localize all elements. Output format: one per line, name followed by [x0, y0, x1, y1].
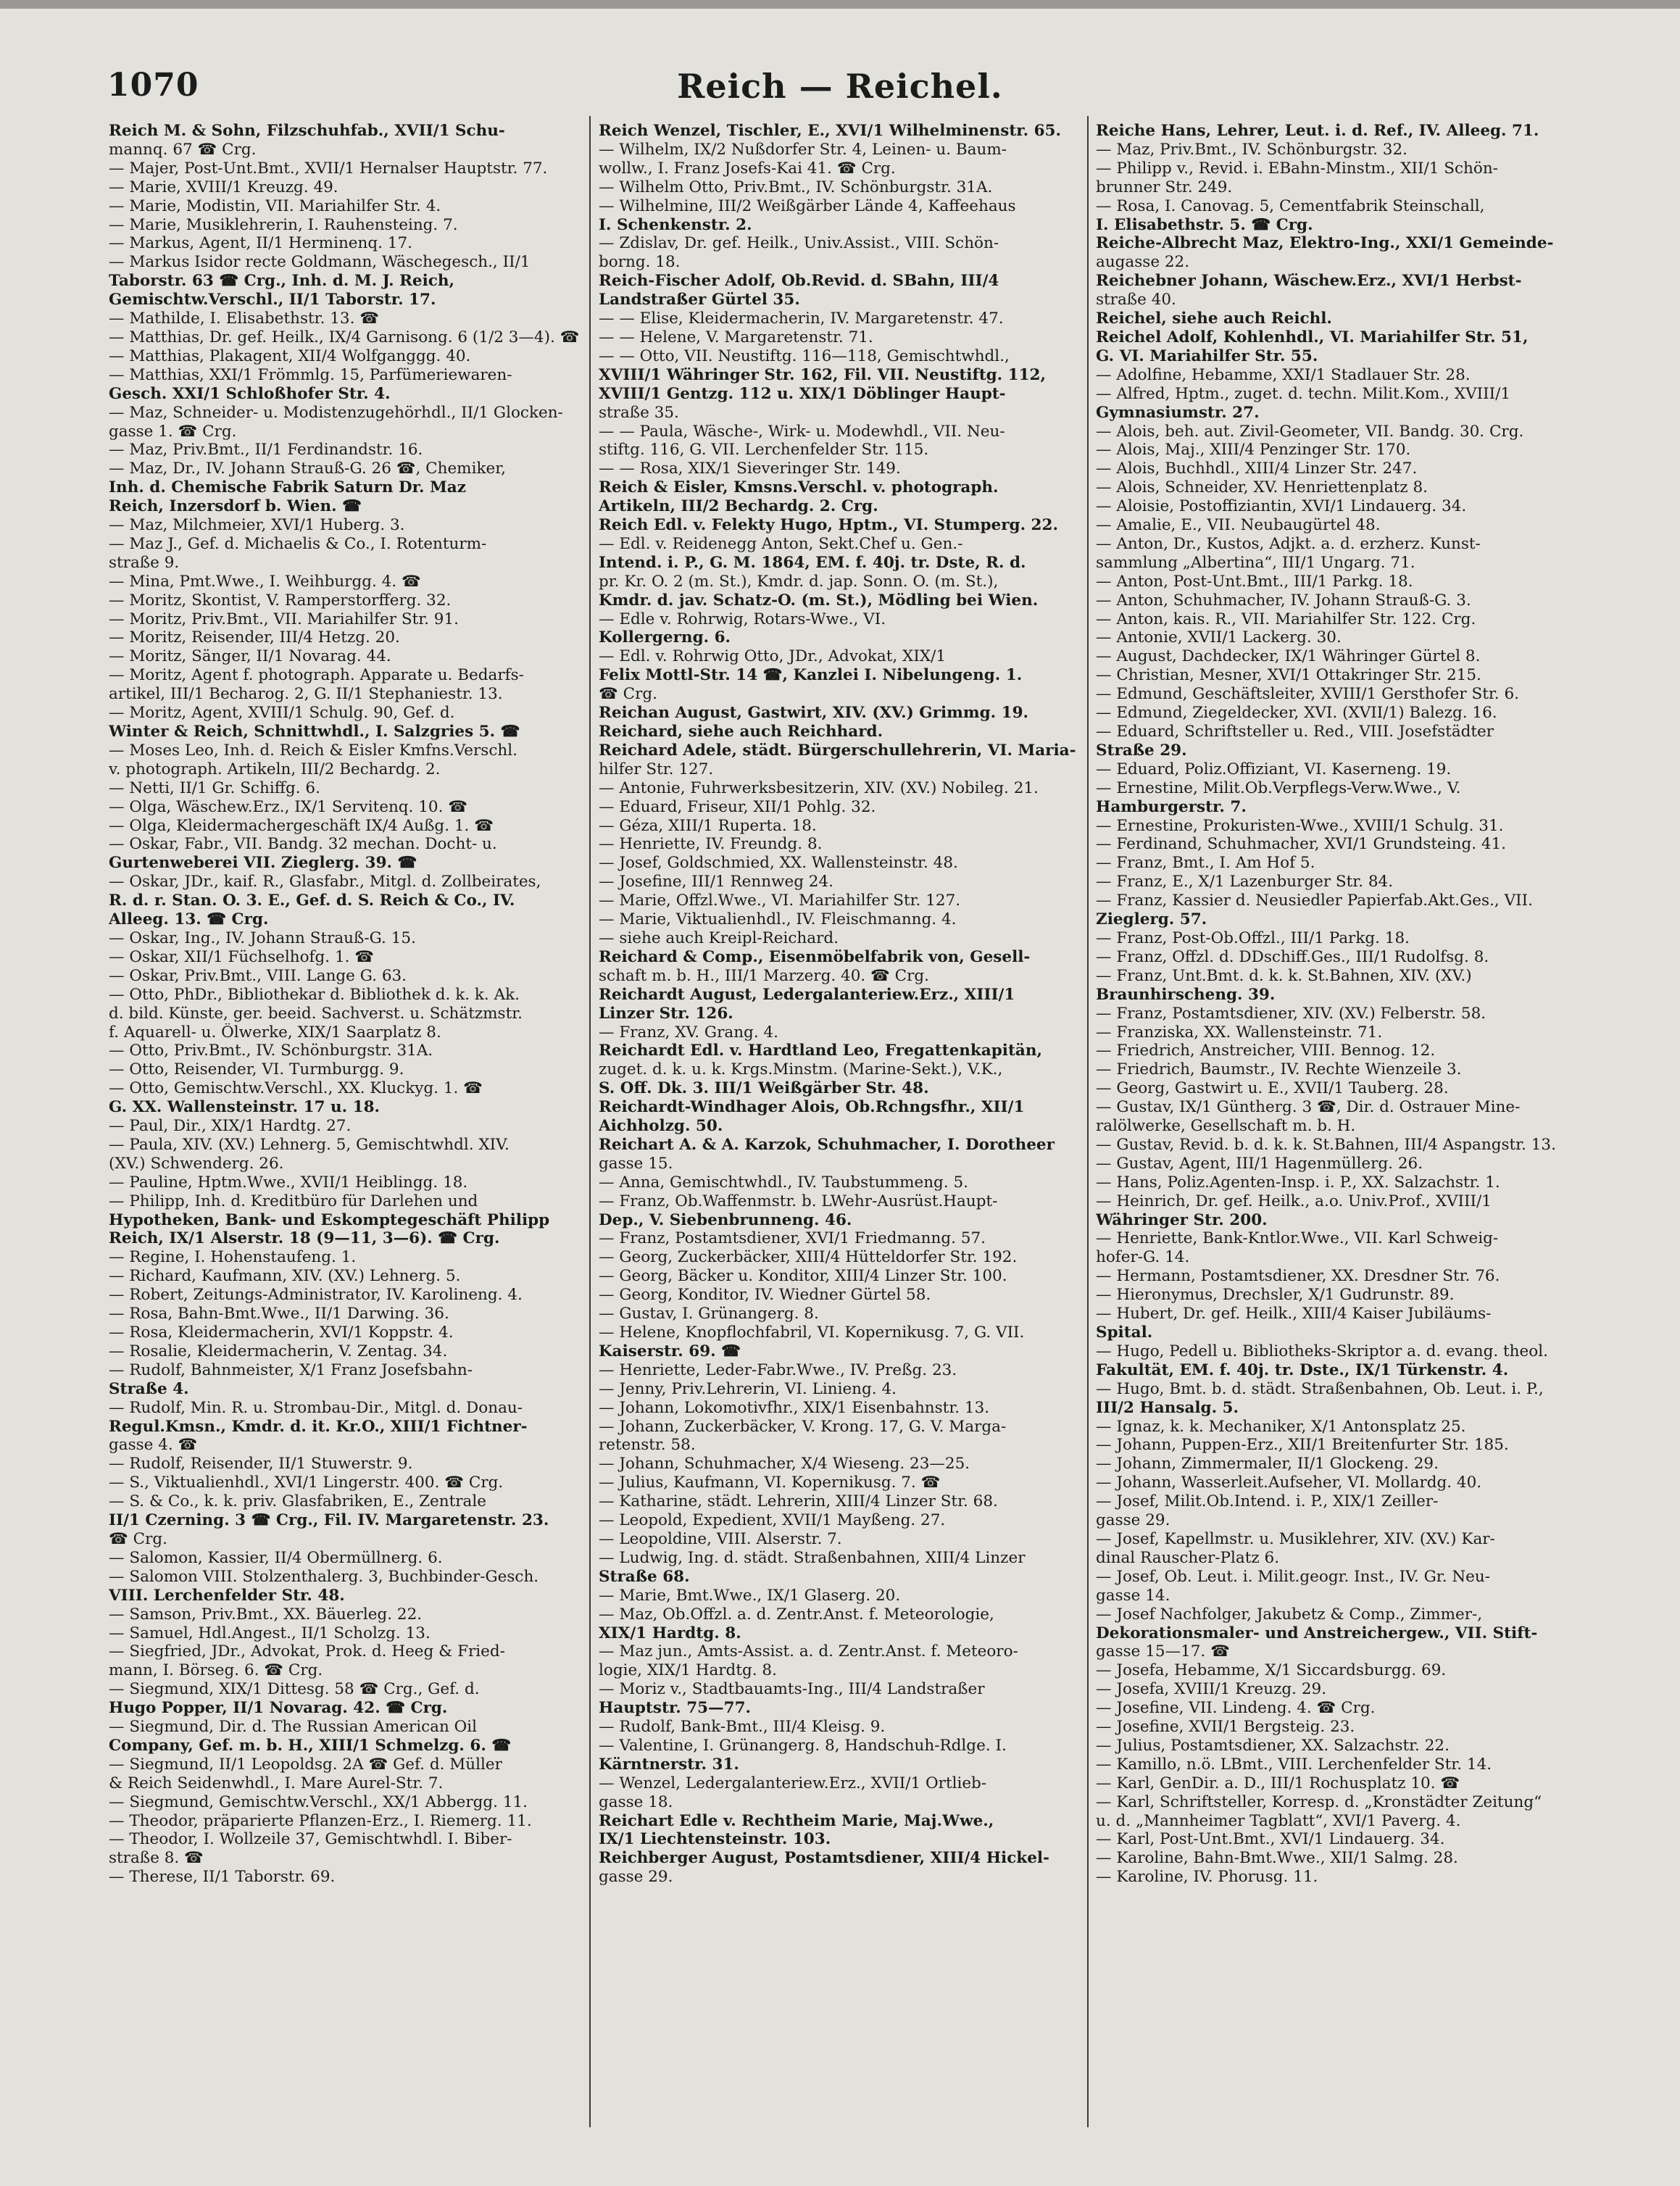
directory-entry-line: — Anton, Post-Unt.Bmt., III/1 Parkg. 18.	[1096, 572, 1413, 591]
directory-entry-line: — Heinrich, Dr. gef. Heilk., a.o. Univ.Prof., XVIII/1	[1096, 1192, 1492, 1210]
directory-entry-line: — Matthias, Dr. gef. Heilk., IX/4 Garnisong. 6 (1/2 3—4). ☎	[109, 328, 580, 346]
directory-entry-line: — Antonie, XVII/1 Lackerg. 30.	[1096, 628, 1342, 647]
directory-entry-line: Reichart Edle v. Rechtheim Marie, Maj.Wwe.,	[599, 1811, 994, 1830]
directory-entry-line: — Géza, XIII/1 Ruperta. 18.	[599, 816, 817, 835]
directory-entry-line: — S., Viktualienhdl., XVI/1 Lingerstr. 400. ☎ Crg.	[109, 1474, 504, 1492]
directory-entry-line: straße 35.	[599, 403, 679, 422]
directory-entry-line: XVIII/1 Währinger Str. 162, Fil. VII. Neustiftg. 112,	[599, 365, 1047, 384]
directory-entry-line: Reich & Eisler, Kmsns.Verschl. v. photograph.	[599, 478, 999, 497]
directory-entry-line: — Therese, II/1 Taborstr. 69.	[109, 1868, 336, 1887]
directory-entry-line: — Helene, Knopflochfabril, VI. Kopernikusg. 7, G. VII.	[599, 1323, 1025, 1342]
directory-entry-line: — Edl. v. Rohrwig Otto, JDr., Advokat, XIX/1	[599, 647, 947, 666]
directory-entry-line: Kaiserstr. 69. ☎	[599, 1342, 741, 1360]
directory-entry-line: — Franziska, XX. Wallensteinstr. 71.	[1096, 1023, 1383, 1042]
directory-entry-line: gasse 15.	[599, 1154, 673, 1173]
directory-entry-line: pr. Kr. O. 2 (m. St.), Kmdr. d. jap. Sonn. O. (m. St.),	[599, 572, 999, 591]
directory-entry-line: Straße 4.	[109, 1379, 189, 1398]
directory-entry-line: — Franz, XV. Grang. 4.	[599, 1023, 778, 1042]
directory-entry-line: — Olga, Kleidermachergeschäft IX/4 Außg. 1. ☎	[109, 816, 494, 835]
directory-entry-line: — Rosalie, Kleidermacherin, V. Zentag. 34.	[109, 1342, 448, 1360]
directory-entry-line: Inh. d. Chemische Fabrik Saturn Dr. Maz	[109, 478, 466, 497]
directory-entry-line: — siehe auch Kreipl-Reichard.	[599, 928, 839, 947]
directory-entry-line: — Maz jun., Amts-Assist. a. d. Zentr.Anst. f. Meteoro-	[599, 1642, 1018, 1661]
directory-entry-line: — Eduard, Schriftsteller u. Red., VIII. Josefstädter	[1096, 723, 1494, 741]
directory-entry-line: Dekorationsmaler- und Anstreichergew., VII. Stift-	[1096, 1624, 1538, 1642]
directory-entry-line: — Mina, Pmt.Wwe., I. Weihburgg. 4. ☎	[109, 572, 421, 591]
directory-entry-line: — Franz, Postamtsdiener, XVI/1 Friedmanng. 57.	[599, 1229, 986, 1248]
directory-entry-line: — Moriz v., Stadtbauamts-Ing., III/4 Landstraßer	[599, 1680, 985, 1699]
directory-entry-line: — Rudolf, Bahnmeister, X/1 Franz Josefsbahn-	[109, 1360, 473, 1379]
directory-entry-line: — Markus, Agent, II/1 Herminenq. 17.	[109, 234, 412, 253]
directory-entry-line: — Philipp v., Revid. i. EBahn-Minstm., XII/1 Schön-	[1096, 159, 1498, 178]
directory-entry-line: ralölwerke, Gesellschaft m. b. H.	[1096, 1117, 1356, 1136]
directory-entry-line: stiftg. 116, G. VII. Lerchenfelder Str. 115.	[599, 441, 929, 460]
directory-entry-line: Braunhirscheng. 39.	[1096, 985, 1276, 1004]
directory-entry-line: Reichardt Edl. v. Hardtland Leo, Fregattenkapitän,	[599, 1042, 1042, 1060]
directory-entry-line: — Marie, Viktualienhdl., IV. Fleischmanng. 4.	[599, 910, 957, 929]
directory-entry-line: — Josef, Milit.Ob.Intend. i. P., XIX/1 Zeiller-	[1096, 1492, 1439, 1511]
directory-entry-line: Reiche Hans, Lehrer, Leut. i. d. Ref., IV. Alleeg. 71.	[1096, 122, 1539, 140]
directory-entry-line: Hauptstr. 75—77.	[599, 1699, 752, 1718]
directory-entry-line: Reichard & Comp., Eisenmöbelfabrik von, Gesell-	[599, 947, 1031, 966]
directory-entry-line: — Wilhelm, IX/2 Nußdorfer Str. 4, Leinen- u. Baum-	[599, 140, 1007, 159]
directory-entry-line: Dep., V. Siebenbrunneng. 46.	[599, 1210, 852, 1229]
directory-entry-line: — Franz, Offzl. d. DDschiff.Ges., III/1 Rudolfsg. 8.	[1096, 947, 1489, 966]
directory-entry-line: — Marie, Bmt.Wwe., IX/1 Glaserg. 20.	[599, 1586, 901, 1605]
scan-top-border	[0, 0, 1680, 9]
directory-entry-line: — Marie, Modistin, VII. Mariahilfer Str. 4.	[109, 196, 441, 215]
directory-entry-line: S. Off. Dk. 3. III/1 Weißgärber Str. 48.	[599, 1079, 929, 1098]
directory-entry-line: — Zdislav, Dr. gef. Heilk., Univ.Assist., VIII. Schön-	[599, 234, 999, 253]
directory-entry-line: Zieglerg. 57.	[1096, 910, 1207, 929]
directory-entry-line: — Rosa, I. Canovag. 5, Cementfabrik Steinschall,	[1096, 196, 1485, 215]
directory-entry-line: — Antonie, Fuhrwerksbesitzerin, XIV. (XV.) Nobileg. 21.	[599, 778, 1039, 797]
directory-entry-line: Artikeln, III/2 Bechardg. 2. Crg.	[599, 497, 878, 516]
directory-entry-line: — Otto, Priv.Bmt., IV. Schönburgstr. 31A.	[109, 1042, 433, 1060]
directory-entry-line: — Georg, Zuckerbäcker, XIII/4 Hütteldorfer Str. 192.	[599, 1248, 1018, 1267]
directory-entry-line: — Franz, Bmt., I. Am Hof 5.	[1096, 854, 1315, 873]
directory-entry-line: — Katharine, städt. Lehrerin, XIII/4 Linzer Str. 68.	[599, 1492, 998, 1511]
directory-entry-line: Gurtenweberei VII. Zieglerg. 39. ☎	[109, 854, 417, 873]
directory-column-1	[109, 122, 589, 2144]
directory-entry-line: — Theodor, präparierte Pflanzen-Erz., I. Riemerg. 11.	[109, 1811, 532, 1830]
directory-entry-line: — Maz J., Gef. d. Michaelis & Co., I. Rotenturm-	[109, 534, 487, 553]
directory-entry-line: Reichardt-Windhager Alois, Ob.Rchngsfhr., XII/1	[599, 1098, 1025, 1117]
directory-entry-line: Reichard, siehe auch Reichhard.	[599, 723, 883, 741]
directory-entry-line: — Oskar, Fabr., VII. Bandg. 32 mechan. Docht- u.	[109, 835, 497, 854]
directory-entry-line: — Maz, Milchmeier, XVI/1 Huberg. 3.	[109, 516, 405, 535]
directory-entry-line: — Johann, Schuhmacher, X/4 Wieseng. 23—25.	[599, 1455, 970, 1474]
directory-entry-line: I. Elisabethstr. 5. ☎ Crg.	[1096, 215, 1313, 234]
directory-entry-line: — Oskar, Ing., IV. Johann Strauß-G. 15.	[109, 928, 416, 947]
directory-entry-line: — Majer, Post-Unt.Bmt., XVII/1 Hernalser Hauptstr. 77.	[109, 159, 548, 178]
directory-entry-line: Kmdr. d. jav. Schatz-O. (m. St.), Mödling bei Wien.	[599, 591, 1039, 610]
directory-entry-line: u. d. „Mannheimer Tagblatt“, XVI/1 Paverg. 4.	[1096, 1811, 1461, 1830]
directory-entry-line: — Moritz, Agent, XVIII/1 Schulg. 90, Gef. d.	[109, 704, 455, 723]
directory-entry-line: mannq. 67 ☎ Crg.	[109, 140, 257, 159]
directory-entry-line: — Friedrich, Anstreicher, VIII. Bennog. 12.	[1096, 1042, 1436, 1060]
directory-entry-line: — Moritz, Reisender, III/4 Hetzg. 20.	[109, 628, 400, 647]
directory-entry-line: — Julius, Kaufmann, VI. Kopernikusg. 7. ☎	[599, 1474, 941, 1492]
directory-entry-line: — Siegmund, XIX/1 Dittesg. 58 ☎ Crg., Gef. d.	[109, 1680, 480, 1699]
directory-entry-line: — Anton, Schuhmacher, IV. Johann Strauß-G. 3.	[1096, 591, 1471, 610]
directory-entry-line: Hamburgerstr. 7.	[1096, 797, 1247, 816]
directory-entry-line: — Josef, Kapellmstr. u. Musiklehrer, XIV. (XV.) Kar-	[1096, 1529, 1495, 1548]
directory-entry-line: — Johann, Zuckerbäcker, V. Krong. 17, G. V. Marga-	[599, 1417, 1007, 1436]
directory-entry-line: — — Elise, Kleidermacherin, IV. Margaretenstr. 47.	[599, 309, 1004, 328]
directory-entry-line: — Regine, I. Hohenstaufeng. 1.	[109, 1248, 357, 1267]
directory-entry-line: — Rudolf, Bank-Bmt., III/4 Kleisg. 9.	[599, 1718, 886, 1737]
directory-entry-line: — Ludwig, Ing. d. städt. Straßenbahnen, XIII/4 Linzer	[599, 1548, 1026, 1567]
directory-entry-line: — Otto, Reisender, VI. Turmburgg. 9.	[109, 1060, 404, 1079]
directory-entry-line: — Pauline, Hptm.Wwe., XVII/1 Heiblingg. 18.	[109, 1173, 468, 1192]
directory-entry-line: — Rosa, Bahn-Bmt.Wwe., II/1 Darwing. 36.	[109, 1305, 449, 1323]
directory-entry-line: Hugo Popper, II/1 Novarag. 42. ☎ Crg.	[109, 1699, 448, 1718]
directory-entry-line: & Reich Seidenwhdl., I. Mare Aurel-Str. 7.	[109, 1774, 444, 1792]
directory-entry-line: — Karoline, Bahn-Bmt.Wwe., XII/1 Salmg. 28.	[1096, 1849, 1458, 1868]
directory-entry-line: — Rudolf, Reisender, II/1 Stuwerstr. 9.	[109, 1455, 413, 1474]
directory-entry-line: f. Aquarell- u. Ölwerke, XIX/1 Saarplatz 8.	[109, 1023, 441, 1042]
directory-entry-line: — Hubert, Dr. gef. Heilk., XIII/4 Kaiser Jubiläums-	[1096, 1305, 1492, 1323]
directory-entry-line: gasse 4. ☎	[109, 1436, 198, 1455]
directory-entry-line: hofer-G. 14.	[1096, 1248, 1190, 1267]
directory-entry-line: G. XX. Wallensteinstr. 17 u. 18.	[109, 1098, 381, 1117]
directory-entry-line: — Edmund, Geschäftsleiter, XVIII/1 Gersthofer Str. 6.	[1096, 685, 1519, 704]
directory-entry-line: — — Paula, Wäsche-, Wirk- u. Modewhdl., VII. Neu-	[599, 422, 1005, 441]
directory-entry-line: — Karl, Schriftsteller, Korresp. d. „Kronstädter Zeitung“	[1096, 1792, 1542, 1811]
directory-entry-line: Aichholzg. 50.	[599, 1117, 723, 1136]
directory-entry-line: — Salomon, Kassier, II/4 Obermüllnerg. 6.	[109, 1548, 443, 1567]
directory-entry-line: — Olga, Wäschew.Erz., IX/1 Servitenq. 10. ☎	[109, 797, 468, 816]
directory-entry-line: — — Otto, VII. Neustiftg. 116—118, Gemischtwhdl.,	[599, 346, 1010, 365]
directory-entry-line: Gemischtw.Verschl., II/1 Taborstr. 17.	[109, 291, 436, 309]
directory-entry-line: Taborstr. 63 ☎ Crg., Inh. d. M. J. Reich,	[109, 272, 454, 291]
directory-entry-line: — Franz, Kassier d. Neusiedler Papierfab.Akt.Ges., VII.	[1096, 892, 1533, 910]
directory-entry-line: logie, XIX/1 Hardtg. 8.	[599, 1661, 777, 1680]
directory-entry-line: Reich M. & Sohn, Filzschuhfab., XVII/1 Schu-	[109, 122, 505, 140]
directory-entry-line: — Otto, PhDr., Bibliothekar d. Bibliothek d. k. k. Ak.	[109, 985, 520, 1004]
directory-entry-line: — Karl, GenDir. a. D., III/1 Rochusplatz 10. ☎	[1096, 1774, 1460, 1792]
directory-entry-line: Kollergerng. 6.	[599, 628, 731, 647]
directory-entry-line: — Wenzel, Ledergalanteriew.Erz., XVII/1 Ortlieb-	[599, 1774, 987, 1792]
directory-entry-line: Reichan August, Gastwirt, XIV. (XV.) Grimmg. 19.	[599, 704, 1029, 723]
directory-entry-line: gasse 18.	[599, 1792, 673, 1811]
directory-entry-line: XVIII/1 Gentzg. 112 u. XIX/1 Döblinger Haupt-	[599, 384, 1006, 403]
directory-entry-line: gasse 14.	[1096, 1586, 1170, 1605]
directory-entry-line: — Gustav, I. Grünangerg. 8.	[599, 1305, 819, 1323]
directory-entry-line: — Ernestine, Milit.Ob.Verpflegs-Verw.Wwe., V.	[1096, 778, 1461, 797]
directory-entry-line: — Richard, Kaufmann, XIV. (XV.) Lehnerg. 5.	[109, 1267, 461, 1286]
directory-entry-line: — Ernestine, Prokuristen-Wwe., XVIII/1 Schulg. 31.	[1096, 816, 1504, 835]
directory-entry-line: Kärntnerstr. 31.	[599, 1755, 739, 1774]
directory-entry-line: — Georg, Konditor, IV. Wiedner Gürtel 58.	[599, 1286, 931, 1305]
directory-entry-line: ☎ Crg.	[599, 685, 657, 704]
directory-entry-line: — Wilhelm Otto, Priv.Bmt., IV. Schönburgstr. 31A.	[599, 178, 993, 196]
directory-entry-line: Intend. i. P., G. M. 1864, EM. f. 40j. tr. Dste, R. d.	[599, 553, 1026, 572]
directory-entry-line: — Valentine, I. Grünangerg. 8, Handschuh-Rdlge. I.	[599, 1736, 1007, 1755]
directory-entry-line: — S. & Co., k. k. priv. Glasfabriken, E., Zentrale	[109, 1492, 486, 1511]
directory-entry-line: mann, I. Börseg. 6. ☎ Crg.	[109, 1661, 323, 1680]
directory-entry-line: — Leopold, Expedient, XVII/1 Mayßeng. 27.	[599, 1511, 946, 1530]
directory-entry-line: XIX/1 Hardtg. 8.	[599, 1624, 741, 1642]
directory-entry-line: Winter & Reich, Schnittwhdl., I. Salzgries 5. ☎	[109, 723, 520, 741]
directory-entry-line: — Johann, Wasserleit.Aufseher, VI. Mollardg. 40.	[1096, 1474, 1482, 1492]
directory-entry-line: Reichel, siehe auch Reichl.	[1096, 309, 1332, 328]
directory-entry-line: Alleeg. 13. ☎ Crg.	[109, 910, 269, 929]
directory-entry-line: hilfer Str. 127.	[599, 760, 714, 778]
directory-entry-line: zuget. d. k. u. k. Krgs.Minstm. (Marine-Sekt.), V.K.,	[599, 1060, 1003, 1079]
directory-entry-line: — Anton, kais. R., VII. Mariahilfer Str. 122. Crg.	[1096, 610, 1476, 628]
directory-entry-line: — Franz, Ob.Waffenmstr. b. LWehr-Ausrüst.Haupt-	[599, 1192, 998, 1210]
directory-entry-line: — Georg, Gastwirt u. E., XVII/1 Tauberg. 28.	[1096, 1079, 1449, 1098]
directory-entry-line: — Maz, Ob.Offzl. a. d. Zentr.Anst. f. Meteorologie,	[599, 1605, 994, 1624]
directory-column-2	[599, 122, 1078, 2144]
directory-entry-line: — Salomon VIII. Stolzenthalerg. 3, Buchbinder-Gesch.	[109, 1567, 539, 1586]
directory-entry-line: — — Helene, V. Margaretenstr. 71.	[599, 328, 873, 346]
directory-entry-line: — Aloisie, Postoffiziantin, XVI/1 Lindauerg. 34.	[1096, 497, 1467, 516]
directory-entry-line: I. Schenkenstr. 2.	[599, 215, 752, 234]
directory-entry-line: — Franz, Postamtsdiener, XIV. (XV.) Felberstr. 58.	[1096, 1004, 1486, 1023]
directory-entry-line: artikel, III/1 Becharog. 2, G. II/1 Stephaniestr. 13.	[109, 685, 503, 704]
directory-entry-line: — Marie, XVIII/1 Kreuzg. 49.	[109, 178, 338, 196]
directory-entry-line: Reiche-Albrecht Maz, Elektro-Ing., XXI/1 Gemeinde-	[1096, 234, 1554, 253]
directory-entry-line: — Gustav, Revid. b. d. k. k. St.Bahnen, III/4 Aspangstr. 13.	[1096, 1135, 1556, 1154]
directory-entry-line: — Josef, Ob. Leut. i. Milit.geogr. Inst., IV. Gr. Neu-	[1096, 1567, 1491, 1586]
directory-entry-line: — Maz, Dr., IV. Johann Strauß-G. 26 ☎, Chemiker,	[109, 460, 506, 478]
directory-entry-line: — Karoline, IV. Phorusg. 11.	[1096, 1868, 1318, 1887]
directory-entry-line: — Anton, Dr., Kustos, Adjkt. a. d. erzherz. Kunst-	[1096, 534, 1481, 553]
directory-entry-line: — Alois, Maj., XIII/4 Penzinger Str. 170.	[1096, 441, 1411, 460]
directory-entry-line: — Marie, Musiklehrerin, I. Rauhensteing. 7.	[109, 215, 458, 234]
directory-entry-line: R. d. r. Stan. O. 3. E., Gef. d. S. Reich & Co., IV.	[109, 892, 515, 910]
directory-entry-line: straße 9.	[109, 553, 180, 572]
directory-entry-line: — Siegmund, Gemischtw.Verschl., XX/1 Abbergg. 11.	[109, 1792, 528, 1811]
directory-entry-line: Reichard Adele, städt. Bürgerschullehrerin, VI. Maria-	[599, 741, 1076, 760]
directory-entry-line: borng. 18.	[599, 253, 681, 272]
directory-entry-line: — Siegmund, Dir. d. The Russian American Oil	[109, 1718, 478, 1737]
directory-entry-line: — Maz, Priv.Bmt., II/1 Ferdinandstr. 16.	[109, 441, 423, 460]
directory-entry-line: — Christian, Mesner, XVI/1 Ottakringer Str. 215.	[1096, 666, 1481, 685]
directory-entry-line: — Netti, II/1 Gr. Schiffg. 6.	[109, 778, 320, 797]
directory-entry-line: — Hermann, Postamtsdiener, XX. Dresdner Str. 76.	[1096, 1267, 1500, 1286]
directory-entry-line: — Jenny, Priv.Lehrerin, VI. Linieng. 4.	[599, 1379, 897, 1398]
directory-entry-line: — Alois, Schneider, XV. Henriettenplatz 8.	[1096, 478, 1428, 497]
directory-entry-line: — Maz, Schneider- u. Modistenzugehörhdl., II/1 Glocken-	[109, 403, 563, 422]
directory-entry-line: sammlung „Albertina“, III/1 Ungarg. 71.	[1096, 553, 1415, 572]
directory-entry-line: Reichberger August, Postamtsdiener, XIII/4 Hickel-	[599, 1849, 1049, 1868]
directory-column-3	[1096, 122, 1576, 2144]
directory-entry-line: — Paula, XIV. (XV.) Lehnerg. 5, Gemischtwhdl. XIV.	[109, 1135, 510, 1154]
directory-entry-line: — Edl. v. Reidenegg Anton, Sekt.Chef u. Gen.-	[599, 534, 963, 553]
column-rule-left	[589, 116, 591, 2127]
directory-entry-line: straße 40.	[1096, 291, 1176, 309]
directory-entry-line: — Johann, Puppen-Erz., XII/1 Breitenfurter Str. 185.	[1096, 1436, 1509, 1455]
running-head: Reich — Reichel.	[677, 67, 1003, 106]
directory-entry-line: Reich-Fischer Adolf, Ob.Revid. d. SBahn, III/4	[599, 272, 999, 291]
directory-entry-line: gasse 29.	[1096, 1511, 1170, 1530]
directory-entry-line: — Josefine, VII. Lindeng. 4. ☎ Crg.	[1096, 1699, 1376, 1718]
directory-entry-line: augasse 22.	[1096, 253, 1190, 272]
directory-entry-line: — Gustav, IX/1 Güntherg. 3 ☎, Dir. d. Ostrauer Mine-	[1096, 1098, 1521, 1117]
directory-entry-line: gasse 1. ☎ Crg.	[109, 422, 237, 441]
directory-entry-line: Straße 68.	[599, 1567, 690, 1586]
directory-entry-line: straße 8. ☎	[109, 1849, 204, 1868]
directory-entry-line: — Robert, Zeitungs-Administrator, IV. Karolineng. 4.	[109, 1286, 523, 1305]
directory-entry-line: — Alfred, Hptm., zuget. d. techn. Milit.Kom., XVIII/1	[1096, 384, 1511, 403]
directory-entry-line: retenstr. 58.	[599, 1436, 696, 1455]
directory-entry-line: Regul.Kmsn., Kmdr. d. it. Kr.O., XIII/1 Fichtner-	[109, 1417, 528, 1436]
directory-entry-line: — Anna, Gemischtwhdl., IV. Taubstummeng. 5.	[599, 1173, 968, 1192]
directory-entry-line: v. photograph. Artikeln, III/2 Bechardg. 2.	[109, 760, 441, 778]
directory-entry-line: d. bild. Künste, ger. beeid. Sachverst. u. Schätzmstr.	[109, 1004, 523, 1023]
directory-entry-line: — Johann, Lokomotivfhr., XIX/1 Eisenbahnstr. 13.	[599, 1398, 990, 1417]
directory-entry-line: — Henriette, Bank-Kntlor.Wwe., VII. Karl Schweig-	[1096, 1229, 1499, 1248]
directory-entry-line: Felix Mottl-Str. 14 ☎, Kanzlei I. Nibelungeng. 1.	[599, 666, 1023, 685]
directory-entry-line: — Henriette, Leder-Fabr.Wwe., IV. Preßg. 23.	[599, 1360, 957, 1379]
directory-entry-line: ☎ Crg.	[109, 1529, 167, 1548]
directory-entry-line: — Alois, beh. aut. Zivil-Geometer, VII. Bandg. 30. Crg.	[1096, 422, 1524, 441]
directory-entry-line: Währinger Str. 200.	[1096, 1210, 1268, 1229]
directory-entry-line: (XV.) Schwenderg. 26.	[109, 1154, 284, 1173]
directory-entry-line: — Oskar, XII/1 Füchselhofg. 1. ☎	[109, 947, 375, 966]
directory-entry-line: — Leopoldine, VIII. Alserstr. 7.	[599, 1529, 842, 1548]
page-number: 1070	[107, 67, 199, 104]
directory-entry-line: — August, Dachdecker, IX/1 Währinger Gürtel 8.	[1096, 647, 1481, 666]
directory-entry-line: — Moritz, Sänger, II/1 Novarag. 44.	[109, 647, 391, 666]
directory-entry-line: — Ignaz, k. k. Mechaniker, X/1 Antonsplatz 25.	[1096, 1417, 1466, 1436]
directory-entry-line: — Hugo, Pedell u. Bibliotheks-Skriptor a. d. evang. theol.	[1096, 1342, 1548, 1360]
directory-entry-line: — Henriette, IV. Freundg. 8.	[599, 835, 823, 854]
directory-entry-line: Linzer Str. 126.	[599, 1004, 733, 1023]
directory-entry-line: — Mathilde, I. Elisabethstr. 13. ☎	[109, 309, 380, 328]
directory-entry-line: — Josefa, Hebamme, X/1 Siccardsburgg. 69.	[1096, 1661, 1447, 1680]
directory-entry-line: — Franz, E., X/1 Lazenburger Str. 84.	[1096, 873, 1394, 892]
directory-entry-line: — Franz, Post-Ob.Offzl., III/1 Parkg. 18.	[1096, 928, 1410, 947]
directory-entry-line: — Amalie, E., VII. Neubaugürtel 48.	[1096, 516, 1381, 535]
directory-entry-line: — Wilhelmine, III/2 Weißgärber Lände 4, Kaffeehaus	[599, 196, 1016, 215]
column-rule-right	[1087, 116, 1089, 2127]
directory-entry-line: — Theodor, I. Wollzeile 37, Gemischtwhdl. I. Biber-	[109, 1830, 512, 1849]
directory-entry-line: — Siegmund, II/1 Leopoldsg. 2A ☎ Gef. d. Müller	[109, 1755, 502, 1774]
directory-entry-line: Company, Gef. m. b. H., XIII/1 Schmelzg. 6. ☎	[109, 1736, 512, 1755]
directory-entry-line: — Eduard, Poliz.Offiziant, VI. Kaserneng. 19.	[1096, 760, 1452, 778]
directory-entry-line: — Josefa, XVIII/1 Kreuzg. 29.	[1096, 1680, 1327, 1699]
directory-entry-line: dinal Rauscher-Platz 6.	[1096, 1548, 1280, 1567]
directory-entry-line: Reich, Inzersdorf b. Wien. ☎	[109, 497, 362, 516]
directory-entry-line: — Friedrich, Baumstr., IV. Rechte Wienzeile 3.	[1096, 1060, 1462, 1079]
directory-entry-line: — Alois, Buchhdl., XIII/4 Linzer Str. 247.	[1096, 460, 1418, 478]
directory-entry-line: — Otto, Gemischtw.Verschl., XX. Kluckyg. 1. ☎	[109, 1079, 483, 1098]
directory-entry-line: gasse 15—17. ☎	[1096, 1642, 1230, 1661]
directory-entry-line: gasse 29.	[599, 1868, 673, 1887]
directory-entry-line: schaft m. b. H., III/1 Marzerg. 40. ☎ Crg.	[599, 966, 929, 985]
directory-entry-line: G. VI. Mariahilfer Str. 55.	[1096, 346, 1318, 365]
directory-entry-line: — Moritz, Agent f. photograph. Apparate u. Bedarfs-	[109, 666, 524, 685]
directory-entry-line: — Josefine, III/1 Rennweg 24.	[599, 873, 833, 892]
directory-entry-line: — Moritz, Skontist, V. Ramperstorfferg. 32.	[109, 591, 452, 610]
directory-entry-line: — Johann, Zimmermaler, II/1 Glockeng. 29.	[1096, 1455, 1439, 1474]
directory-entry-line: — Hieronymus, Drechsler, X/1 Gudrunstr. 89.	[1096, 1286, 1455, 1305]
directory-entry-line: — Moses Leo, Inh. d. Reich & Eisler Kmfns.Verschl.	[109, 741, 517, 760]
directory-entry-line: — Adolfine, Hebamme, XXI/1 Stadlauer Str. 28.	[1096, 365, 1471, 384]
directory-entry-line: — Karl, Post-Unt.Bmt., XVI/1 Lindauerg. 34.	[1096, 1830, 1445, 1849]
directory-entry-line: — — Rosa, XIX/1 Sieveringer Str. 149.	[599, 460, 901, 478]
directory-entry-line: — Oskar, Priv.Bmt., VIII. Lange G. 63.	[109, 966, 407, 985]
directory-entry-line: — Josef Nachfolger, Jakubetz & Comp., Zimmer-,	[1096, 1605, 1483, 1624]
directory-entry-line: Reich, IX/1 Alserstr. 18 (9—11, 3—6). ☎ Crg.	[109, 1229, 500, 1248]
directory-entry-line: — Hugo, Bmt. b. d. städt. Straßenbahnen, Ob. Leut. i. P.,	[1096, 1379, 1544, 1398]
directory-entry-line: wollw., I. Franz Josefs-Kai 41. ☎ Crg.	[599, 159, 896, 178]
directory-entry-line: — Hans, Poliz.Agenten-Insp. i. P., XX. Salzachstr. 1.	[1096, 1173, 1500, 1192]
directory-entry-line: Fakultät, EM. f. 40j. tr. Dste., IX/1 Türkenstr. 4.	[1096, 1360, 1509, 1379]
directory-entry-line: Spital.	[1096, 1323, 1153, 1342]
directory-entry-line: — Eduard, Friseur, XII/1 Pohlg. 32.	[599, 797, 876, 816]
directory-entry-line: — Georg, Bäcker u. Konditor, XIII/4 Linzer Str. 100.	[599, 1267, 1007, 1286]
directory-entry-line: — Rosa, Kleidermacherin, XVI/1 Koppstr. 4.	[109, 1323, 454, 1342]
directory-entry-line: — Markus Isidor recte Goldmann, Wäschegesch., II/1	[109, 253, 531, 272]
directory-entry-line: — Philipp, Inh. d. Kreditbüro für Darlehen und	[109, 1192, 478, 1210]
directory-entry-line: III/2 Hansalg. 5.	[1096, 1398, 1239, 1417]
directory-entry-line: Gesch. XXI/1 Schloßhofer Str. 4.	[109, 384, 391, 403]
directory-entry-line: Reich Edl. v. Felekty Hugo, Hptm., VI. Stumperg. 22.	[599, 516, 1058, 535]
directory-entry-line: — Josef, Goldschmied, XX. Wallensteinstr. 48.	[599, 854, 958, 873]
directory-entry-line: Reich Wenzel, Tischler, E., XVI/1 Wilhelminenstr. 65.	[599, 122, 1061, 140]
directory-entry-line: — Gustav, Agent, III/1 Hagenmüllerg. 26.	[1096, 1154, 1423, 1173]
directory-entry-line: Hypotheken, Bank- und Eskomptegeschäft Philipp	[109, 1210, 550, 1229]
directory-entry-line: — Franz, Unt.Bmt. d. k. k. St.Bahnen, XIV. (XV.)	[1096, 966, 1472, 985]
directory-entry-line: — Julius, Postamtsdiener, XX. Salzachstr. 22.	[1096, 1736, 1450, 1755]
directory-entry-line: — Edmund, Ziegeldecker, XVI. (XVII/1) Balezg. 16.	[1096, 704, 1497, 723]
directory-entry-line: — Maz, Priv.Bmt., IV. Schönburgstr. 32.	[1096, 140, 1407, 159]
directory-entry-line: — Paul, Dir., XIX/1 Hardtg. 27.	[109, 1117, 352, 1136]
directory-entry-line: — Siegfried, JDr., Advokat, Prok. d. Heeg & Fried-	[109, 1642, 505, 1661]
directory-entry-line: — Josefine, XVII/1 Bergsteig. 23.	[1096, 1718, 1355, 1737]
directory-entry-line: — Kamillo, n.ö. LBmt., VIII. Lerchenfelder Str. 14.	[1096, 1755, 1492, 1774]
directory-entry-line: II/1 Czerning. 3 ☎ Crg., Fil. IV. Margaretenstr. 23.	[109, 1511, 549, 1530]
directory-entry-line: Reichebner Johann, Wäschew.Erz., XVI/1 Herbst-	[1096, 272, 1522, 291]
directory-entry-line: — Rudolf, Min. R. u. Strombau-Dir., Mitgl. d. Donau-	[109, 1398, 523, 1417]
directory-entry-line: Straße 29.	[1096, 741, 1187, 760]
directory-entry-line: — Matthias, Plakagent, XII/4 Wolfganggg. 40.	[109, 346, 471, 365]
directory-entry-line: — Matthias, XXI/1 Frömmlg. 15, Parfümeriewaren-	[109, 365, 512, 384]
directory-entry-line: Reichardt August, Ledergalanteriew.Erz., XIII/1	[599, 985, 1015, 1004]
directory-entry-line: VIII. Lerchenfelder Str. 48.	[109, 1586, 345, 1605]
directory-entry-line: — Samson, Priv.Bmt., XX. Bäuerleg. 22.	[109, 1605, 423, 1624]
directory-entry-line: IX/1 Liechtensteinstr. 103.	[599, 1830, 831, 1849]
directory-entry-line: Gymnasiumstr. 27.	[1096, 403, 1260, 422]
directory-entry-line: brunner Str. 249.	[1096, 178, 1233, 196]
directory-entry-line: — Moritz, Priv.Bmt., VII. Mariahilfer Str. 91.	[109, 610, 459, 628]
directory-entry-line: — Edle v. Rohrwig, Rotars-Wwe., VI.	[599, 610, 886, 628]
directory-entry-line: Reichel Adolf, Kohlenhdl., VI. Mariahilfer Str. 51,	[1096, 328, 1529, 346]
directory-entry-line: — Samuel, Hdl.Angest., II/1 Scholzg. 13.	[109, 1624, 431, 1642]
directory-entry-line: — Marie, Offzl.Wwe., VI. Mariahilfer Str. 127.	[599, 892, 961, 910]
directory-entry-line: — Ferdinand, Schuhmacher, XVI/1 Grundsteing. 41.	[1096, 835, 1507, 854]
directory-entry-line: — Oskar, JDr., kaif. R., Glasfabr., Mitgl. d. Zollbeirates,	[109, 873, 541, 892]
directory-entry-line: Reichart A. & A. Karzok, Schuhmacher, I. Dorotheer	[599, 1135, 1055, 1154]
directory-entry-line: Landstraßer Gürtel 35.	[599, 291, 800, 309]
